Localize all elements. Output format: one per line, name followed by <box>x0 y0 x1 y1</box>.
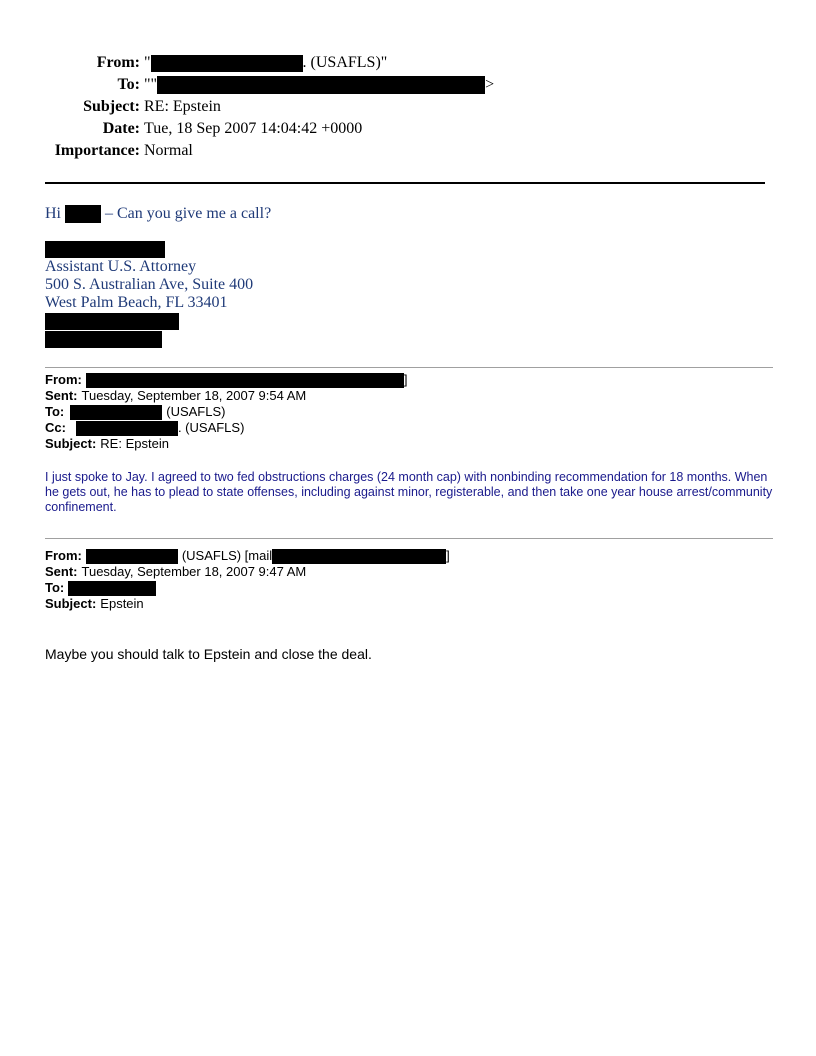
fwd1-subject-row <box>45 436 407 452</box>
fwd1-to-suffix: (USAFLS) <box>166 404 226 419</box>
header-importance-value: Normal <box>144 142 193 159</box>
redaction-block <box>272 549 446 564</box>
redaction-block <box>65 205 101 223</box>
header-importance-label: Importance: <box>54 142 140 159</box>
fwd2-sent-row <box>45 564 450 580</box>
fwd1-from-row <box>45 372 407 388</box>
forward-separator <box>45 367 773 368</box>
fwd2-from-label: From: <box>45 548 82 563</box>
header-divider <box>45 182 765 184</box>
fwd2-to-label: To: <box>45 580 65 595</box>
header-date-row <box>0 118 816 140</box>
fwd1-cc-row <box>45 420 407 436</box>
fwd2-sent-value: Tuesday, September 18, 2007 9:47 AM <box>81 564 307 579</box>
redaction-block <box>68 581 156 596</box>
redaction-block <box>86 549 178 564</box>
fwd2-subject-label: Subject: <box>45 596 97 611</box>
header-from-suffix: . (USAFLS)" <box>302 54 388 71</box>
redaction-block <box>86 373 404 388</box>
greeting-post: – Can you give me a call? <box>105 205 272 222</box>
fwd2-subject-value: Epstein <box>100 596 144 611</box>
header-to-value <box>144 76 494 94</box>
fwd2-body: Maybe you should talk to Epstein and close the deal. <box>45 646 372 662</box>
header-to-close: > <box>485 76 495 93</box>
fwd2-from-suffix: (USAFLS) [mail <box>181 548 273 563</box>
fwd1-from-close: ] <box>403 372 408 387</box>
fwd2-to-row <box>45 580 450 596</box>
fwd1-subject-value: RE: Epstein <box>100 436 169 451</box>
header-to-open: "" <box>144 76 158 93</box>
greeting-pre: Hi <box>45 205 61 222</box>
redaction-block <box>45 241 165 258</box>
message-greeting <box>45 204 271 224</box>
header-subject-label: Subject: <box>83 98 140 115</box>
fwd1-subject-label: Subject: <box>45 436 97 451</box>
forward-separator <box>45 538 773 539</box>
forwarded-header-1 <box>45 372 407 452</box>
fwd1-cc-suffix: . (USAFLS) <box>177 420 245 435</box>
header-from-row <box>0 52 816 74</box>
fwd2-from-row <box>45 548 450 564</box>
header-subject-value: RE: Epstein <box>144 98 221 115</box>
email-header <box>0 52 816 162</box>
fwd1-sent-value: Tuesday, September 18, 2007 9:54 AM <box>81 388 307 403</box>
fwd1-sent-row <box>45 388 407 404</box>
header-date-value: Tue, 18 Sep 2007 14:04:42 +0000 <box>144 120 363 137</box>
fwd1-body: I just spoke to Jay. I agreed to two fed obstructions charges (24 month cap) with nonbinding recommendation for 18 months. When he gets out, he has to plead to state offenses, including against minor, registerable, and then take one year house arrest/community confinement. <box>45 470 773 514</box>
header-date-label: Date: <box>102 120 140 137</box>
signature-address-line1: 500 S. Australian Ave, Suite 400 <box>45 276 254 293</box>
fwd1-sent-label: Sent: <box>45 388 78 403</box>
fwd1-to-label: To: <box>45 404 65 419</box>
header-to-label: To: <box>117 76 140 93</box>
forwarded-header-2 <box>45 548 450 612</box>
redaction-block <box>151 55 303 72</box>
signature-address-line2: West Palm Beach, FL 33401 <box>45 294 228 311</box>
fwd1-to-row <box>45 404 407 420</box>
redaction-block <box>70 405 162 420</box>
fwd2-subject-row <box>45 596 450 612</box>
header-from-label: From: <box>96 54 140 71</box>
fwd1-cc-label: Cc: <box>45 420 66 435</box>
header-from-open: " <box>144 54 151 71</box>
fwd2-sent-label: Sent: <box>45 564 78 579</box>
redaction-block <box>45 331 162 348</box>
header-importance-row <box>0 140 816 162</box>
header-subject-row <box>0 96 816 118</box>
fwd1-from-label: From: <box>45 372 82 387</box>
signature-block <box>45 240 253 348</box>
signature-title: Assistant U.S. Attorney <box>45 258 197 275</box>
redaction-block <box>76 421 178 436</box>
fwd2-from-close: ] <box>446 548 450 563</box>
redaction-block <box>45 313 179 330</box>
header-to-row <box>0 74 816 96</box>
redaction-block <box>157 76 485 94</box>
header-from-value <box>144 54 387 72</box>
